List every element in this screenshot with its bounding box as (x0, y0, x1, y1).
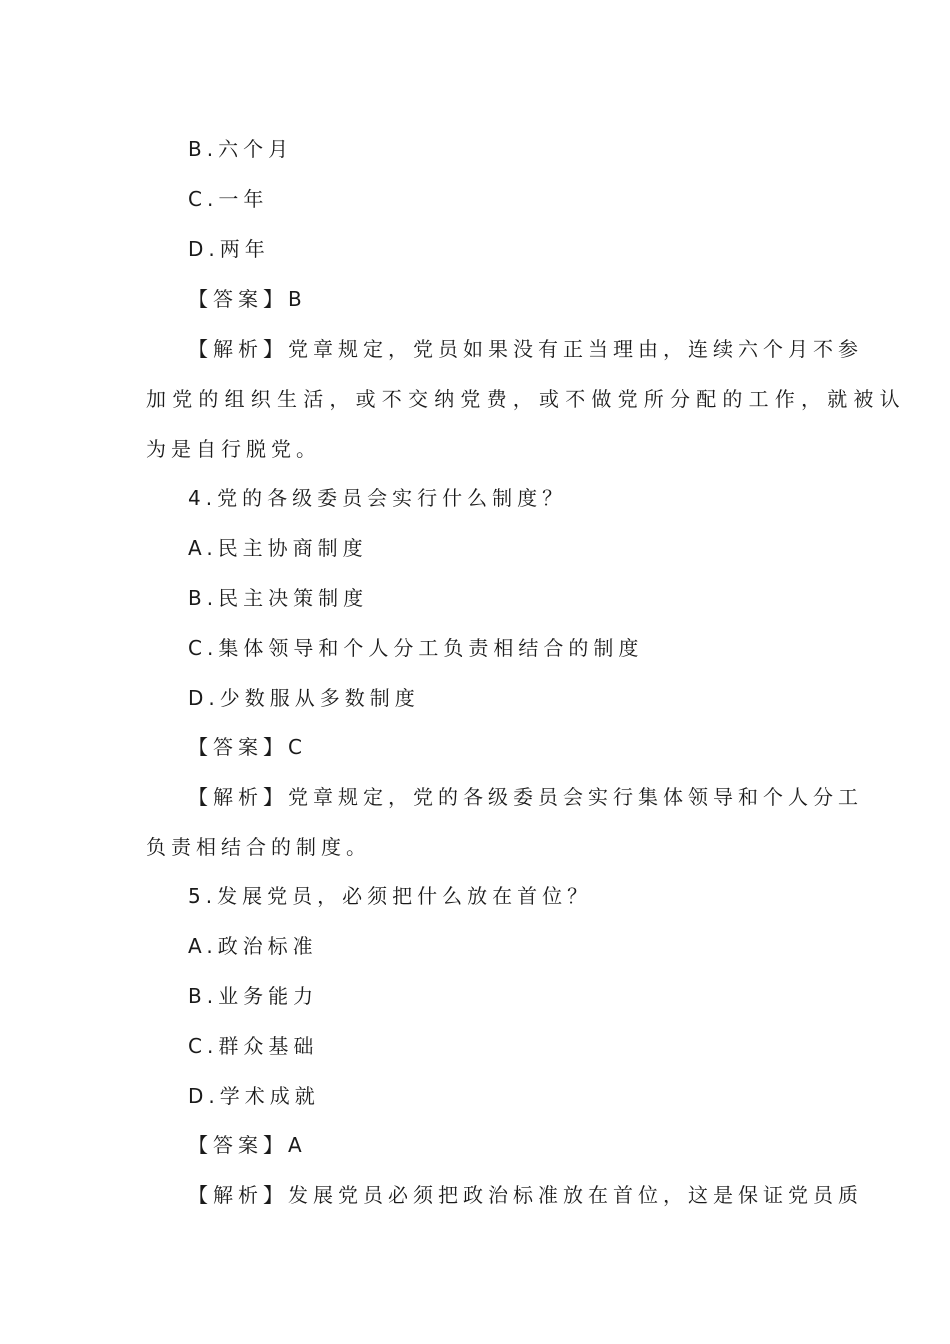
option-b-q4: B.民主决策制度 (188, 586, 369, 610)
option-c-q4: C.集体领导和个人分工负责相结合的制度 (188, 636, 644, 660)
question-4: 4.党的各级委员会实行什么制度？ (188, 486, 568, 510)
explanation-q3-line1: 【解析】党章规定，党员如果没有正当理由，连续六个月不参 (188, 337, 863, 361)
explanation-q5-line1: 【解析】发展党员必须把政治标准放在首位，这是保证党员质 (188, 1183, 863, 1207)
option-c-q5: C.群众基础 (188, 1034, 319, 1058)
option-d-q4: D.少数服从多数制度 (188, 686, 420, 710)
option-d-q5: D.学术成就 (188, 1084, 320, 1108)
explanation-q4-line1: 【解析】党章规定，党的各级委员会实行集体领导和个人分工 (188, 785, 863, 809)
option-c-q3: C.一年 (188, 187, 269, 211)
explanation-q3-line3: 为是自行脱党。 (146, 437, 321, 461)
explanation-q4-line2: 负责相结合的制度。 (146, 835, 371, 859)
option-a-q5: A.政治标准 (188, 934, 318, 958)
answer-q5: 【答案】A (188, 1133, 307, 1157)
option-a-q4: A.民主协商制度 (188, 536, 368, 560)
answer-q4: 【答案】C (188, 735, 307, 759)
answer-q3: 【答案】B (188, 287, 307, 311)
option-b-q3: B.六个月 (188, 137, 294, 161)
option-d-q3: D.两年 (188, 237, 270, 261)
option-b-q5: B.业务能力 (188, 984, 319, 1008)
explanation-q3-line2: 加党的组织生活，或不交纳党费，或不做党所分配的工作，就被认 (146, 387, 906, 411)
question-5: 5.发展党员，必须把什么放在首位？ (188, 884, 593, 908)
